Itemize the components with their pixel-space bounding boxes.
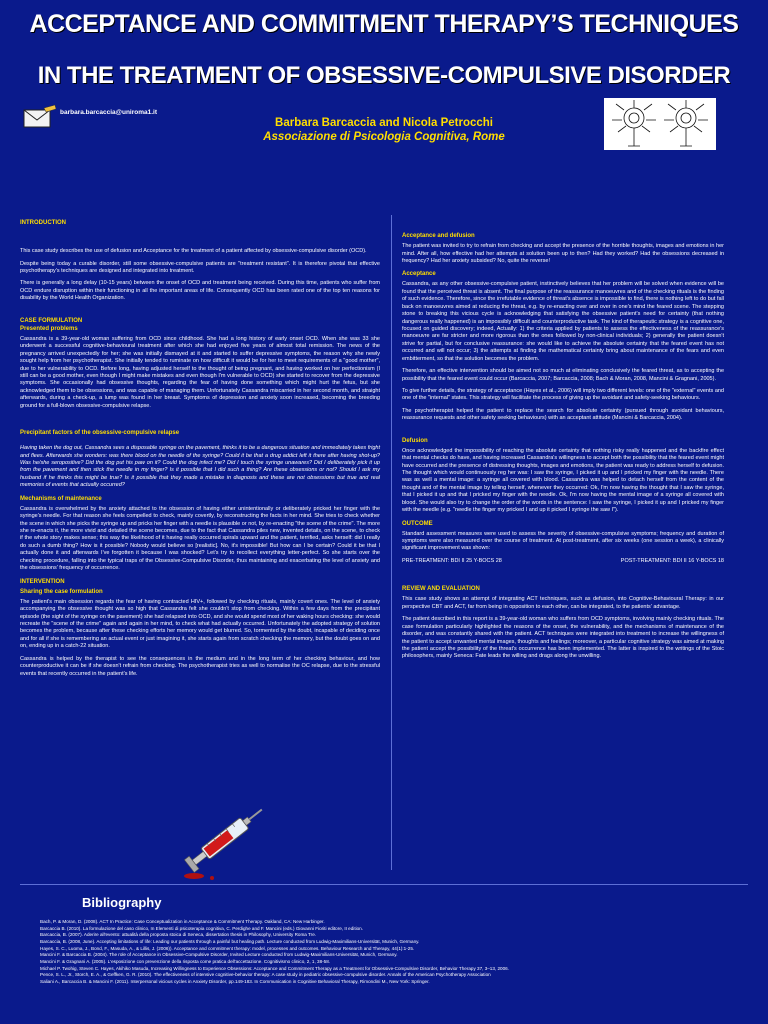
reference-item: Barcaccia B. (2010). La formulazione del caso clinico, In Elementi di psicoterapia cognitiva, C. Perdighe and F. Mancini (eds.) Giovanni Fioriti editore, II edition. xyxy=(40,925,363,931)
acceptance-defusion-paragraph: The patient was invited to try to refrain from checking and accept the presence of the horrible thoughts, images and emotions in her mind. After all, how effective had her attempts at solution been up to then? Had they worked? Had the obsessions decreased in frequency? Had her anxiety subsided? No, quite the reverse! xyxy=(402,243,724,264)
bibliography-list xyxy=(40,919,740,986)
reference-item: Mancini F. & Barcaccia B. (2004). The role of Acceptance in Obsessive-Compulsive Disorder, Invited Lecture conducted from Ludwig-Maximilians-Universität, Munich, Germany. xyxy=(40,952,398,958)
reference-item: Mancini F. & Gragnani A. (2005). L'esposizione con prevenzione della risposta come pratica dell'accettazione. Cognitivismo clinico, 2, 1, 38-58. xyxy=(40,958,331,964)
precipitant-paragraph: Having taken the dog out, Cassandra sees a disposable syringe on the pavement, thinks it to be a dangerous situation and immediately takes fright and flees. Afterwards she wonders: was there blood on the needle of the syringe? Could it be that a drug addict left it there after having shot-up? Was he/she seropositive? Did the dog put his paw on it? Could the dog infect me? Did I touch the syringe unawares? Did I deliberately pick it up from the pavement and then stick the needle in my finger? Is it possible that I did such a thing? Are these obsessions or not? Should I ask my husband if he thinks this might be true? Is it possible that they made a mistake in diagnosis and these are not obsessions but true and real memories of events that actually occurred? xyxy=(20,445,380,489)
acceptance-heading: Acceptance xyxy=(402,271,436,278)
defusion-paragraph: Once acknowledged the impossibility of reaching the absolute certainty that nothing risky really happened and the backfire effect that mental checks do have, and having increased Cassandra's willingness to accept both the possibility that the feared event might have occurred and the presence of distressing thoughts, images and emotions, the patient was ready to address herself to defusion. The thought which would continuously reg her was: I saw the syringe, I picked it up and I pricked my finger with the needle. There was as well a mental image: a syringe all covered with blood. Cassandra was helped to detach herself from the content of the thought and of the mental image by telling herself, whenever they occurred: Ok, I'm now having the thought that I saw the syringe, that I picked it up and that I pricked my finger with the needle. Ok, I'm now having the mental image of a syringe all covered with blood. She would also try to change the order of the words in the sentence: I saw the syringe, I picked it up and I pricked my finger with the needle (e.g. "needle the finger my pricked I and up it picked I syringe the saw I"). xyxy=(402,447,724,514)
introduction-paragraph-3: There is generally a long delay (10-15 years) between the onset of OCD and treatment being received. During this time, patients who suffer from OCD endure disruption within their functioning in all the important areas of life. Consequently OCD has been rated one of the top ten reasons for disability by the World Health Organization. xyxy=(20,280,380,302)
review-paragraph-1: This case study shows an attempt of integrating ACT techniques, such as defusion, into Cognitive-Behavioural Therapy: in our perspective CBT and ACT, far from being in opposition to each other, can be integrated, to the patients' advantage. xyxy=(402,596,724,610)
bibliography-section xyxy=(20,884,748,1018)
presented-problems-heading: Presented problems xyxy=(20,325,78,332)
maintenance-paragraph: Cassandra is overwhelmed by the anxiety attached to the obsession of having either unintentionally or deliberately pricked her finger with the syringe's needle. For that reason she feels compelled to check, mainly covertly, by reconstructing the facts in her mind. She tries to check whether the scene in which she picks the syringe up and pricks her finger with a needle is plausible or not, by re-enacting "the scene of the crime". The more she re-enacts it, the more vivid and detailed the scene becomes, due to the fact that Cassandra piles new, invented details, on the scene, to check if the whole story makes sense; this way the likelihood of it having really occurred spirals upward and the patient, terrified, asks herself: did I really do such a dumb thing? How is it possible? Nobody would believe so [realistic]. No, it's impossible! But how can I be certain? Could it be that I actually done it and afterwards I've forgotten it because I was shocked? Let's try to recollect everything letter-perfect. So she starts over the checking procedure, falling into the typical traps of the Obsessive-Compulsive Disorder, thus maintaining and exacerbating the level of anxiety and the obsessions' frequency of occurrence. xyxy=(20,505,380,572)
defusion-heading: Defusion xyxy=(402,437,428,444)
outcome-paragraph: Standard assessment measures were used to assess the severity of obsessive-compulsive symptoms; frequency and duration of symptoms were also measured over the course of treatment. At post-treatment, after six weeks (one session a week), a clinically significant improvement was shown: xyxy=(402,530,724,552)
acceptance-paragraph-3: To give further details, the strategy of acceptance (Hayes et al., 2006) will imply two different levels: one of the "external" events and one of the "internal" states. This strategy will facilitate the process of giving up the avoidant and safety-seeking behaviours. xyxy=(402,387,724,402)
introduction-paragraph-1: This case study describes the use of defusion and Acceptance for the treatment of a patient affected by obsessive-compulsive disorder (OCD). xyxy=(20,248,367,255)
acceptance-paragraph-2: Therefore, an effective intervention should be aimed not so much at eliminating conclusively the feared threat, as to accepting the possibility that the feared event could occur (Barcaccia, 2007; Barcaccia, 2008; Bach & Moran, 2008, Mancini & Gragnani, 2005). xyxy=(402,368,724,382)
introduction-heading: INTRODUCTION xyxy=(20,220,66,226)
outcome-scores xyxy=(402,558,724,565)
intervention-paragraph-1: The patient's main obsession regards the fear of having contracted HIV+, followed by checking rituals, mainly covert ones. The level of anxiety accompanying the obsessive thought was so high that Cassandra felt she couldn't stop from checking. Within a few days from the precipitant episode (the sight of the syringe on the pavement) she had relapsed into OCD, and she would spend most of her waking hours checking: she would recreate the "scene of the crime" again and again in her mind, to check what had actually occurred. Unfortunately the adopted strategy of solution becomes the problem, because after these checking efforts her memory would get blurred. So, tormented by the doubt, incapable of deciding once and for all if she is remembering an actual event or just imagining it, she starts again from scratch checking the memory, but the doubt goes on and on, ending up in a catch-22 situation. xyxy=(20,598,380,650)
bibliography-title: Bibliography xyxy=(82,895,162,910)
reference-item: Michael P. Twohig, Steven C. Hayes, Akihiko Masuda, Increasing Willingness to Experience Obsessions: Acceptance and Commitment Therapy as a Treatment for Obsessive-Compulsive Disorder, Behavior Therapy 37, 3–13, 2006. xyxy=(40,965,509,971)
syringe-icon xyxy=(172,796,282,880)
outcome-heading: OUTCOME xyxy=(402,520,433,527)
review-heading: REVIEW AND EVALUATION xyxy=(402,586,480,593)
pre-treatment-scores: PRE-TREATMENT: BDI II 25 Y-BOCS 28 xyxy=(402,557,502,564)
left-column xyxy=(20,215,380,683)
sharing-formulation-heading: Sharing the case formulation xyxy=(20,588,103,595)
acceptance-defusion-heading: Acceptance and defusion xyxy=(402,233,475,239)
precipitant-heading: Precipitant factors of the obsessive-compulsive relapse xyxy=(20,430,180,437)
maintenance-heading: Mechanisms of maintenance xyxy=(20,495,102,502)
poster-title-line1: ACCEPTANCE AND COMMITMENT THERAPY’S TECHNIQUES xyxy=(29,10,739,38)
review-paragraph-2: The patient described in this report is a 39-year-old woman who suffers from OCD symptoms, involving mainly checking rituals. The case formulation particularly highlighted the reasons of the onset, the vulnerability, and the mechanisms of maintenance of the disorder, and was constantly shared with the patient. ACT techniques were integrated into treatment to increase the willingness of the patient to accept unwanted mental images, thoughts and feelings; moreover, a particular cognitive strategy was aimed at making the patient accept the possibility of the threat's occurrence has been implemented. The latter is inspired to the writings of the Stoic philosophers, mainly Seneca: Fate leads the willing and drags along the unwilling. xyxy=(402,616,724,660)
post-treatment-scores: POST-TREATMENT: BDI II 16 Y-BOCS 18 xyxy=(620,557,724,564)
reference-item: Barcaccia, B. (2007). Aderire all'evento: attualità della proposta stoica di Seneca, dissertation thesis in Philosophy, University Roma Tre. xyxy=(40,932,317,938)
contact-email-link[interactable]: barbara.barcaccia@uniroma1.it xyxy=(60,108,158,116)
reference-item: Pence, S. L., Jr., Storch, E. A., & Geffken, G. R. (2010). The effectiveness of intensive cognitive-behavior therapy: A case study in pediatric obsessive-compulsive disorder. Annals of the American Psychotherapy Association xyxy=(40,972,491,978)
authors: Barbara Barcaccia and Nicola Petrocchi xyxy=(275,117,493,129)
intervention-paragraph-2: Cassandra is helped by the therapist to see the consequences in the medium and in the long term of her checking behaviour, and how counterproductive it can be if she doesn't refrain from checking. The psychotherapist tries as well to normalise the OC relapse, due to the stressful events that recently occurred in the patient's life. xyxy=(20,655,380,677)
association-logo-icon xyxy=(604,98,716,150)
case-formulation-paragraph: Cassandra is a 39-year-old woman suffering from OCD since childhood. She had a long history of early onset OCD. When she was 33 she underwent a successful cognitive-behavioural treatment after which she had enjoyed five years of almost total remission. The news of the pregnancy arrived unexpectedly for her; she was initially dismayed at it and started to suffer depressive symptoms, the reason why she newly sought help from her psychotherapist. She initially tended to ruminate on how difficult it would be for her to meet requirements of a "good mother", due to her vulnerability to OCD. Before long, having adjusted herself to the thought of being pregnant, and having worked on her perfectionism (I still can be a good mother, even though I might make mistakes and even though I'm vulnerable to OCD) she started to recover from the depressive symptoms. She occasionally had obsessive thoughts, regarding the fear of having done something which might hurt the fetus, but she acknowledged them to be obsessions, and was capable of managing them. Unfortunately Cassandra miscarried in her second month, and straight afterwards, during a check-up, a lump was found in her breast. Symptoms of depression and anxiety soon increased, becoming the breeding ground for a full-blown obsessive-compulsive relapse. xyxy=(20,335,380,409)
right-column xyxy=(402,228,724,666)
reference-item: Hayes, S. C., Luoma, J., Bond, F., Masuda, A., & Lillis, J. (2006)). Acceptance and commitment therapy: model, processes and outcomes. Behaviour Research and Therapy, 44(1):1-25. xyxy=(40,945,415,951)
poster-title-line2: IN THE TREATMENT OF OBSESSIVE-COMPULSIVE DISORDER xyxy=(37,62,731,89)
association: Associazione di Psicologia Cognitiva, Rome xyxy=(263,131,505,143)
intervention-heading: INTERVENTION xyxy=(20,578,65,585)
acceptance-paragraph-1: Cassandra, as any other obsessive-compulsive patient, instinctively believes that her problem will be solved when evidence will be found that the perceived threat is absent. The final purpose of the reassurance manoeuvres and of the checking rituals is the finding of such evidence. Therefore, since the irrefutable evidence of threat's absence is impossible to find, there is nothing left to do but fall back on manoeuvres aimed at reducing the threat, e.g. by re-enacting over and over in one's mind the feared scene. The stepping stone to breaking this vicious cycle is acknowledging that satisfying the obsessive patient's need for certainty (that nothing dangerous really happened) is an impossibly difficult and counterproductive task. The kind of therapeutic strategy is a cognitive one, focused on guided discovery; indeed, Actually: 1) the criteria applied by patients to assess the effectiveness of the reassurance's manoeuvre are far stricter and more rigorous than the ones followed by non-clinical individuals; 2) generally the patient doesn't strive for partial, but for conclusive reassurance: she would like to achieve the absolute certainty that the feared event has not occurred and will not occur; 3) the attempts at finding the mathematical certainty bring about maintenance of the fears and even embitterment, so that the solution becomes the problem. xyxy=(402,281,724,362)
reference-item: Saliani A., Barcaccia B. & Mancini F. (2011). Interpersonal vicious cycles in Anxiety Disorder, pp.149-183. In Communication in Cognitive Behavioral Therapy, Rimondini M., New York: Springer. xyxy=(40,978,430,984)
reference-item: Bach, P. & Moran, D. (2008). ACT In Practice: Case Conceptualization in Acceptance & Commitment Therapy. Oakland, CA: New Harbinger. xyxy=(40,919,325,924)
reference-item: Barcaccia, B. (2008, June). Accepting limitations of life: Leading our patients through a painful but healing path. Lecture conducted from Ludwig-Maximilians-Universität, Munich, Germany. xyxy=(40,938,420,944)
case-formulation-heading: CASE FORMULATION xyxy=(20,317,83,324)
introduction-paragraph-2: Despite being today a curable disorder, still some obsessive-compulsive patients are "treatment resistant". It is therefore pivotal that effective psychotherapy's techniques are designed and integrated into treatment. xyxy=(20,260,380,274)
column-divider xyxy=(391,215,392,870)
acceptance-paragraph-4: The psychotherapist helped the patient to replace the search for absolute certainty (pursued through avoidant behaviours, reassurance requests and other safety seeking behaviours) with an acceptant attitude (Mancini & Barcaccia, 2004). xyxy=(402,407,724,422)
